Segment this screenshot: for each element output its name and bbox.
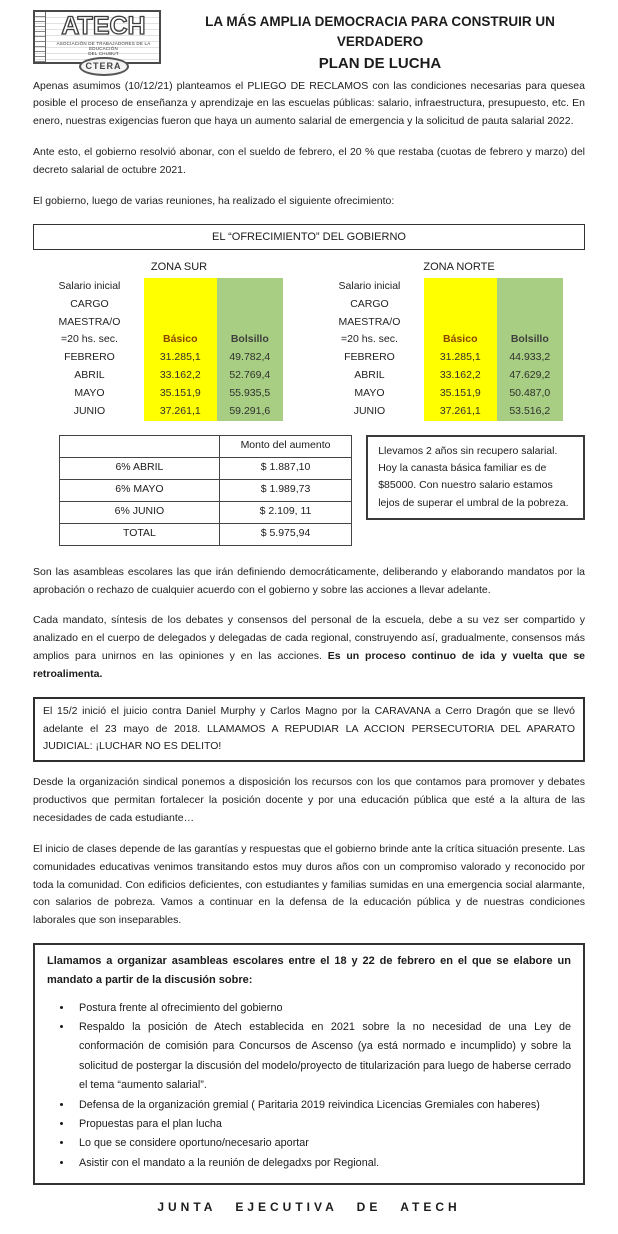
column-header-bolsillo: Bolsillo	[217, 331, 283, 349]
page-title-line2: PLAN DE LUCHA	[318, 54, 442, 72]
logo-ruled-edge-icon	[35, 12, 46, 62]
zona-sur-title: ZONA SUR	[150, 261, 208, 274]
table-row: ABRIL 33.162,2 52.769,4	[35, 367, 283, 385]
list-item: • Propuestas para el plan lucha	[73, 1115, 571, 1134]
table-row: FEBRERO 31.285,1 49.782,4	[35, 349, 283, 367]
canasta-note-box: Llevamos 2 años sin recupero salarial. Hoy la canasta básica familiar es de $85000. Con nuestro salario estamos lejos de superar el umbral de la pobreza.	[366, 435, 585, 520]
llamado-bullet-list	[73, 999, 571, 1174]
table-row: JUNIO 37.261,1 53.516,2	[315, 403, 563, 421]
offer-box-title: EL “OFRECIMIENTO” DEL GOBIERNO	[33, 224, 585, 251]
zona-norte-title: ZONA NORTE	[423, 261, 495, 274]
aumento-section	[59, 435, 585, 546]
table-row: FEBRERO 31.285,1 44.933,2	[315, 349, 563, 367]
table-row: 6% MAYO $ 1.989,73	[60, 479, 352, 501]
logo-subtitle-line1: ASOCIACIÓN DE TRABAJADORES DE LA EDUCACIÓN	[56, 41, 151, 51]
table-row: 6% ABRIL $ 1.887,10	[60, 457, 352, 479]
paragraph-mandato	[33, 612, 585, 683]
list-item: • Asistir con el mandato a la reunión de delegadxs por Regional.	[73, 1154, 571, 1173]
column-header-basico: Básico	[144, 331, 217, 349]
row-label: Salario inicial	[58, 279, 121, 292]
aumento-header: Monto del aumento	[219, 435, 351, 457]
table-row: JUNIO 37.261,1 59.291,6	[35, 403, 283, 421]
list-item: • Postura frente al ofrecimiento del gobierno	[73, 999, 571, 1018]
column-header-basico: Básico	[424, 331, 497, 349]
row-label: CARGO	[70, 297, 109, 310]
ctera-logo: CTERA	[79, 57, 129, 76]
zona-sur-table	[35, 258, 283, 420]
salary-tables	[35, 258, 585, 420]
row-label: =20 hs. sec.	[61, 333, 118, 346]
paragraph-mandato-text: Cada mandato, síntesis de los debates y consensos del personal de la escuela, debe a su vez ser compartido y analizado en el cuerpo de delegados y delegadas de cada regional, construyendo así, gradualmente, consensos más amplios para unirnos en las opiniones y en las acciones.	[33, 614, 585, 663]
zona-norte-table	[315, 258, 563, 420]
paragraph-ofrecimiento-lead: El gobierno, luego de varias reuniones, ha realizado el siguiente ofrecimiento:	[33, 194, 395, 207]
row-label: MAESTRA/O	[338, 315, 401, 328]
paragraph-gobierno-abono: Ante esto, el gobierno resolvió abonar, con el sueldo de febrero, el 20 % que restaba (cuotas de febrero y marzo) del decreto salarial de octubre 2021.	[33, 146, 585, 176]
row-label: MAESTRA/O	[58, 315, 121, 328]
row-label: CARGO	[350, 297, 389, 310]
list-item: • Lo que se considere oportuno/necesario aportar	[73, 1134, 571, 1153]
list-item: • Defensa de la organización gremial ( Paritaria 2019 reivindica Licencias Gremiales con haberes)	[73, 1096, 571, 1115]
llamado-intro: Llamamos a organizar asambleas escolares entre el 18 y 22 de febrero en el que se elabore un mandato a partir de la discusión sobre:	[47, 955, 571, 987]
paragraph-inicio-clases: El inicio de clases depende de las garantías y respuestas que el gobierno brinde ante la crítica situación presente. Las comunidades educativas venimos transitando estos muy duros años con un compromiso valorado y reconocido por toda la comunidad. Con edificios deficientes, con estudiantes y familias sumidas en una emergencia social alarmante, con salarios de pobreza. Vamos a continuar en la defensa de la educación pública y de nuestras condiciones laborales que son inseparables.	[33, 842, 585, 927]
table-row: ABRIL 33.162,2 47.629,2	[315, 367, 563, 385]
paragraph-mandato-bold: Es un proceso continuo de ida y vuelta que se retroalimenta.	[33, 650, 585, 680]
table-row: MAYO 35.151,9 55.935,5	[35, 385, 283, 403]
row-label: =20 hs. sec.	[341, 333, 398, 346]
aumento-table	[59, 435, 352, 546]
row-label: Salario inicial	[338, 279, 401, 292]
table-row: MAYO 35.151,9 50.487,0	[315, 385, 563, 403]
paragraph-organizacion: Desde la organización sindical ponemos a disposición los recursos con los que contamos para promover y debates productivos que permitan fortalecer la posición docente y por una educación pública que esté a la altura de las necesidades de cada estudiante…	[33, 776, 585, 824]
paragraph-intro: Apenas asumimos (10/12/21) planteamos el PLIEGO DE RECLAMOS con las condiciones necesarias para quesea posible el proceso de enseñanza y aprendizaje en las escuelas públicas: salario, infraestructura, presupuesto, etc. En enero, nuestras exigencias fueron que haya un aumento salarial de emergencia y la solicitud de pauta salarial 2022.	[33, 79, 585, 128]
paragraph-asambleas: Son las asambleas escolares las que irán definiendo democráticamente, deliberando y elaborando mandatos por la aprobación o rechazo de cualquier acuerdo con el gobierno y sobre las acciones a llevar adelante.	[33, 565, 585, 596]
footer-signature: JUNTA EJECUTIVA DE ATECH	[157, 1200, 461, 1215]
logo-subtitle-line2: DEL CHUBUT	[88, 51, 119, 56]
logo-wordmark: ATECH	[61, 12, 146, 40]
atech-logo	[33, 10, 161, 71]
llamado-box	[33, 943, 585, 1185]
column-header-bolsillo: Bolsillo	[497, 331, 563, 349]
page-title-line1: LA MÁS AMPLIA DEMOCRACIA PARA CONSTRUIR UN VERDADERO	[205, 14, 555, 50]
table-row: 6% JUNIO $ 2.109, 11	[60, 501, 352, 523]
juicio-alert-box: El 15/2 inició el juicio contra Daniel Murphy y Carlos Magno por la CARAVANA a Cerro Dragón que se llevó adelante el 23 mayo de 2018. LLAMAMOS A REPUDIAR LA ACCION PERSECUTORIA DEL APARATO JUDICIAL: ¡LUCHAR NO ES DELITO!	[33, 697, 585, 763]
list-item: • Respaldo la posición de Atech establecida en 2021 sobre la no necesidad de una Ley de conformación de comisión para Concursos de Ascenso (ya está normado e incumplido) y sobre la solicitud de postergar la discusión del modelo/proyecto de titularización para luego de haberse cerrado el tema “aumento salarial”.	[73, 1018, 571, 1096]
table-row: TOTAL $ 5.975,94	[60, 523, 352, 545]
